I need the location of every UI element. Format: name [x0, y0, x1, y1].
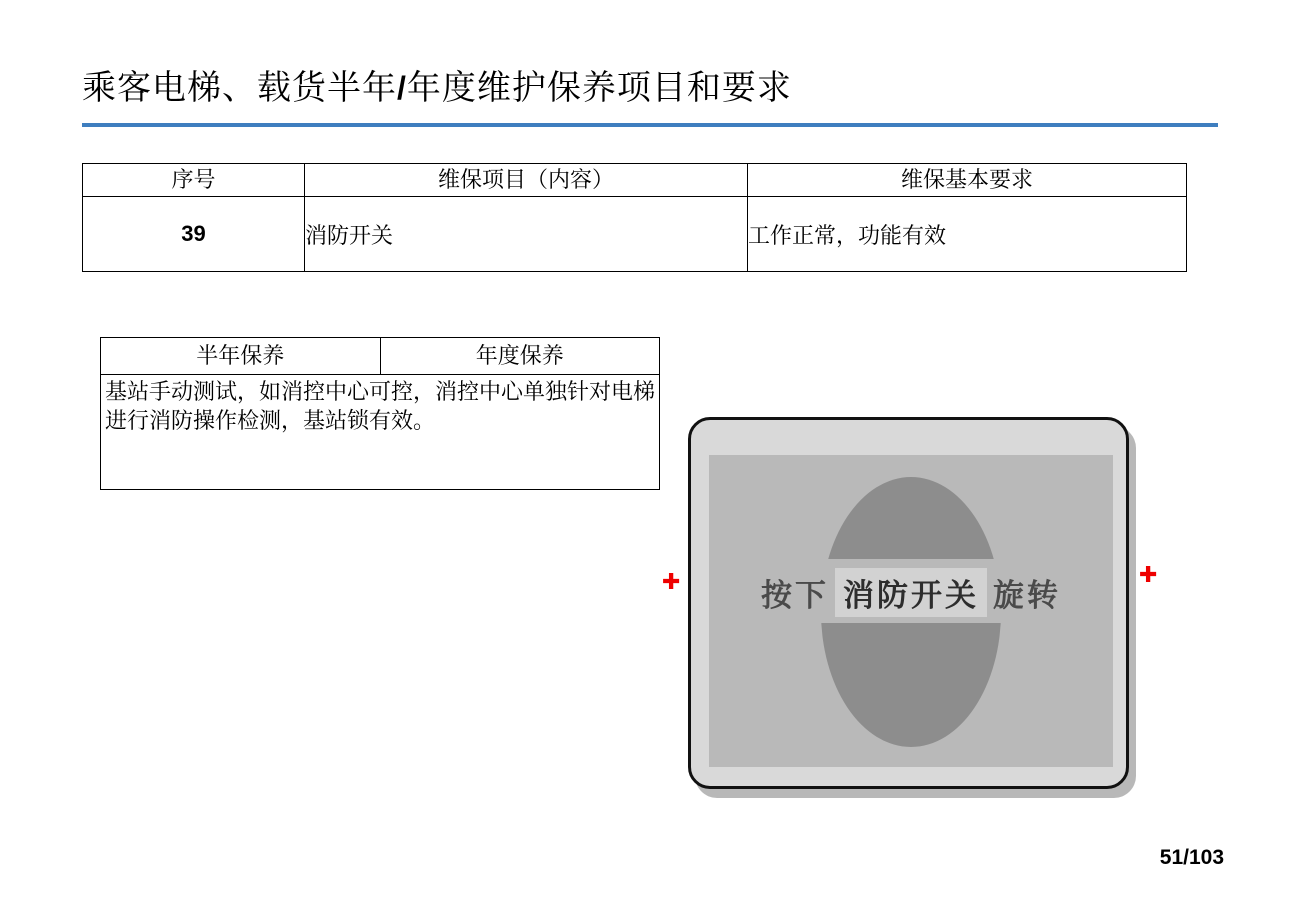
- page-title-part-2: 年度维护保养项目和要求: [406, 70, 792, 107]
- panel-housing: [688, 417, 1129, 789]
- table-header-row: [83, 164, 1187, 197]
- sub-table-body-row: [101, 375, 660, 490]
- column-header-item: 维保项目（内容）: [305, 164, 748, 197]
- maintenance-table: [82, 163, 1187, 272]
- panel-face: [709, 455, 1113, 767]
- title-underline: [82, 123, 1218, 127]
- panel-labels: [709, 563, 1113, 621]
- cell-maintenance-detail: 基站手动测试，如消控中心可控，消控中心单独针对电梯进行消防操作检测，基站锁有效。: [101, 375, 660, 490]
- cell-no: 39: [83, 197, 305, 272]
- table-row: [83, 197, 1187, 272]
- label-fire-switch: 消防开关: [835, 568, 987, 617]
- maintenance-period-table: [100, 337, 660, 490]
- label-rotate: 旋转: [993, 577, 1061, 613]
- page-number: 51/103: [1159, 846, 1224, 869]
- cell-item: 消防开关: [305, 197, 748, 272]
- crop-marker-right-icon: ✚: [1139, 562, 1158, 587]
- column-header-semiannual: 半年保养: [101, 338, 381, 375]
- column-header-requirement: 维保基本要求: [748, 164, 1187, 197]
- crop-marker-left-icon: ✚: [662, 569, 681, 594]
- page-title: [82, 60, 792, 109]
- label-press: 按下: [761, 577, 829, 613]
- page-title-slash: /: [397, 70, 407, 106]
- page-title-part-1: 乘客电梯、载货半年: [82, 70, 397, 107]
- cell-requirement: 工作正常，功能有效: [748, 197, 1187, 272]
- fire-switch-figure: [662, 417, 1158, 802]
- sub-table-header-row: [101, 338, 660, 375]
- column-header-no: 序号: [83, 164, 305, 197]
- column-header-annual: 年度保养: [380, 338, 660, 375]
